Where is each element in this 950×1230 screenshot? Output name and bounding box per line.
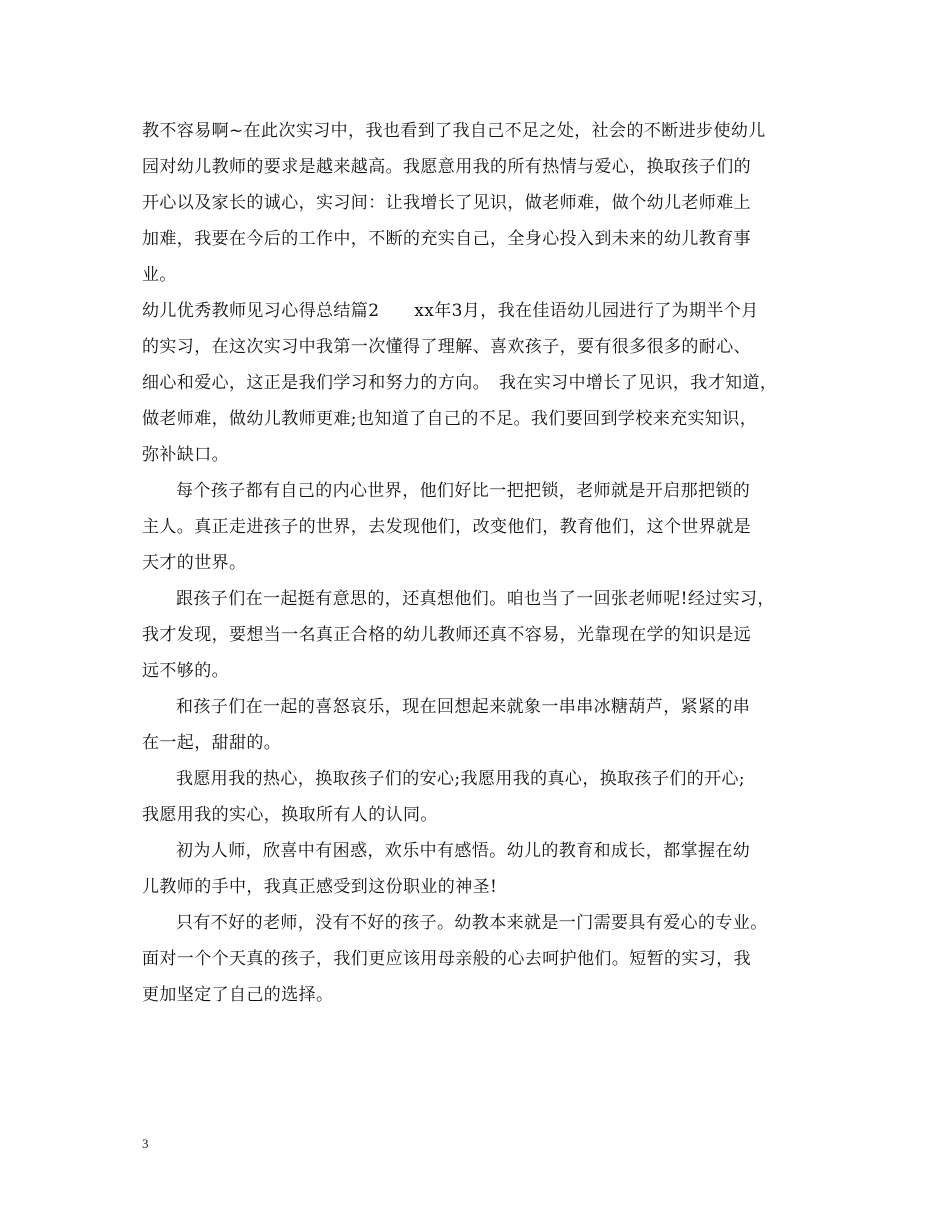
text-line: 主人。真正走进孩子的世界，去发现他们，改变他们，教育他们，这个世界就是 — [142, 517, 751, 537]
text-line: 弥补缺口。 — [142, 445, 229, 465]
paragraph-start-line: 只有不好的老师，没有不好的孩子。幼教本来就是一门需要具有爱心的专业。 — [176, 913, 768, 933]
text-line: 业。 — [142, 265, 177, 285]
text-line: 更加坚定了自己的选择。 — [142, 985, 334, 1005]
page-number: 3 — [142, 1136, 149, 1151]
text-line: 开心以及家长的诚心，实习间：让我增长了见识，做老师难，做个幼儿老师难上 — [142, 193, 751, 213]
text-line: 我才发现，要想当一名真正合格的幼儿教师还真不容易，光靠现在学的知识是远 — [142, 625, 751, 645]
text-line: 做老师难，做幼儿教师更难;也知道了自己的不足。我们要回到学校来充实知识， — [142, 409, 758, 429]
text-line: 我愿用我的实心，换取所有人的认同。 — [142, 805, 438, 825]
text-line: 面对一个个天真的孩子，我们更应该用母亲般的心去呵护他们。短暂的实习，我 — [142, 949, 751, 969]
paragraph-start-line: 跟孩子们在一起挺有意思的，还真想他们。咱也当了一回张老师呢!经过实习， — [176, 589, 775, 609]
text-line: 加难，我要在今后的工作中，不断的充实自己，全身心投入到未来的幼儿教育事 — [142, 229, 751, 249]
text-line: 的实习，在这次实习中我第一次懂得了理解、喜欢孩子，要有很多很多的耐心、 — [142, 337, 751, 357]
paragraph-start-line: 我愿用我的热心，换取孩子们的安心;我愿用我的真心，换取孩子们的开心; — [176, 769, 746, 789]
text-line: 园对幼儿教师的要求是越来越高。我愿意用我的所有热情与爱心，换取孩子们的 — [142, 157, 751, 177]
text-line: 细心和爱心，这正是我们学习和努力的方向。 我在实习中增长了见识，我才知道， — [142, 373, 778, 393]
section-heading-line: 幼儿优秀教师见习心得总结篇2 xx年3月，我在佳语幼儿园进行了为期半个月 — [142, 301, 759, 321]
text-line: 在一起，甜甜的。 — [142, 733, 282, 753]
text-line: 远不够的。 — [142, 661, 229, 681]
paragraph-start-line: 和孩子们在一起的喜怒哀乐，现在回想起来就象一串串冰糖葫芦，紧紧的串 — [176, 697, 751, 717]
text-line: 教不容易啊~在此次实习中，我也看到了我自己不足之处，社会的不断进步使幼儿 — [142, 121, 766, 141]
paragraph-start-line: 每个孩子都有自己的内心世界，他们好比一把把锁，老师就是开启那把锁的 — [176, 481, 751, 501]
paragraph-start-line: 初为人师，欣喜中有困惑，欢乐中有感悟。幼儿的教育和成长，都掌握在幼 — [176, 841, 751, 861]
text-line: 儿教师的手中，我真正感受到这份职业的神圣! — [142, 877, 498, 897]
text-line: 天才的世界。 — [142, 553, 247, 573]
